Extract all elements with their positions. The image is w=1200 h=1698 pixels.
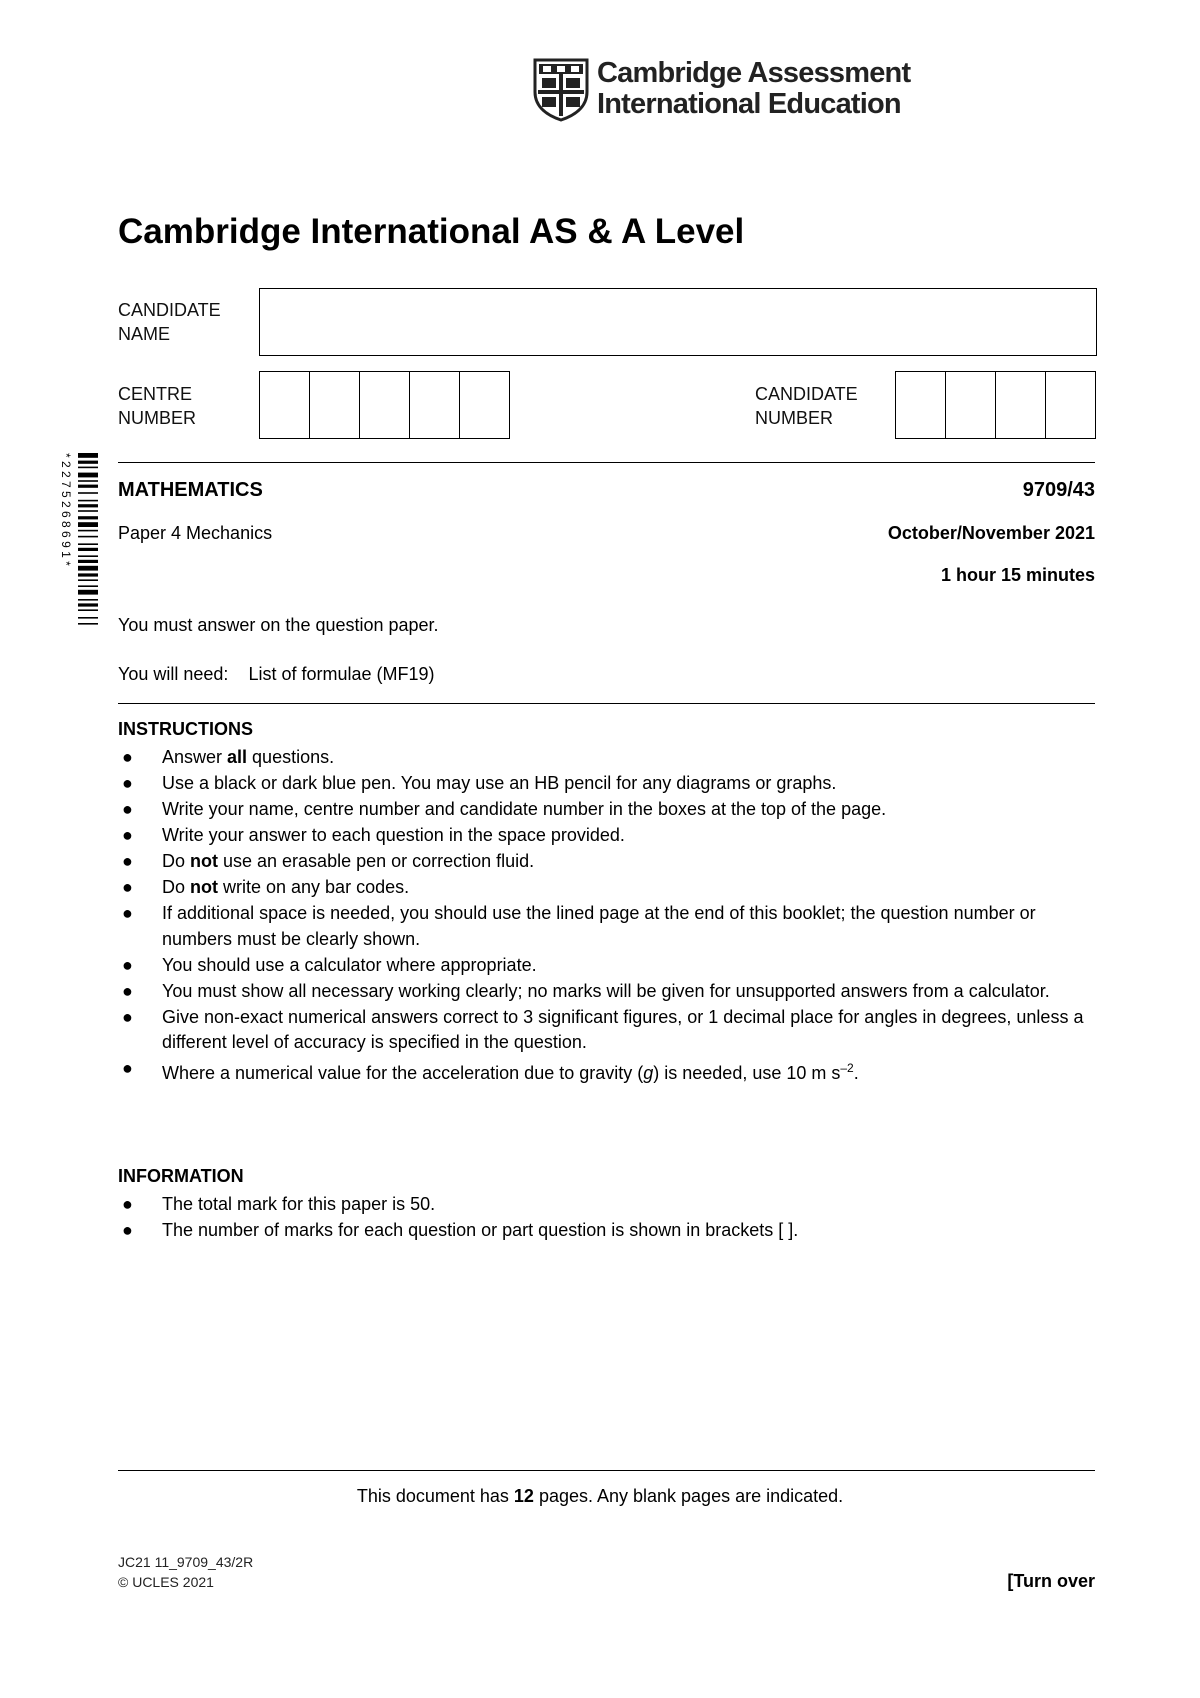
barcode-bar	[78, 516, 98, 519]
centre-number-label-line2: NUMBER	[118, 408, 197, 428]
list-item	[118, 901, 1098, 952]
centre-number-label-line1: CENTRE	[118, 384, 193, 404]
candidate-name-field[interactable]	[259, 288, 1097, 356]
barcode-bar	[78, 473, 98, 478]
bullet-icon: ●	[122, 1194, 133, 1214]
you-will-need-label: You will need:	[118, 664, 229, 684]
paper-name: Paper 4 Mechanics	[118, 523, 273, 543]
barcode-bar	[78, 566, 98, 571]
logo-line-2: International Education	[597, 88, 901, 120]
list-item	[118, 745, 1098, 771]
bullet-icon: ●	[122, 799, 133, 819]
candidate-number-box[interactable]	[996, 372, 1046, 438]
logo-text	[597, 58, 910, 120]
list-item	[118, 875, 1098, 901]
bullet-icon: ●	[122, 1058, 133, 1078]
centre-number-box[interactable]	[360, 372, 410, 438]
barcode-bar	[78, 579, 98, 581]
centre-number-label	[118, 382, 196, 430]
instruction-text: You must show all necessary working clearly; no marks will be given for unsupported answers from a calculator.	[162, 980, 1050, 1001]
cambridge-logo	[533, 58, 913, 122]
instruction-text: Do not write on any bar codes.	[162, 877, 410, 897]
list-item	[118, 1005, 1098, 1056]
information-text: The total mark for this paper is 50.	[162, 1194, 436, 1214]
centre-number-box[interactable]	[260, 372, 310, 438]
barcode-bar	[78, 461, 98, 464]
centre-number-box[interactable]	[460, 372, 510, 438]
instruction-text: You should use a calculator where appropriate.	[162, 954, 537, 975]
barcode-bar	[78, 623, 98, 625]
list-item	[118, 823, 1098, 849]
bullet-icon: ●	[122, 954, 133, 975]
divider	[118, 462, 1095, 463]
instructions-heading: INSTRUCTIONS	[118, 719, 253, 739]
barcode-bar	[78, 543, 98, 545]
list-item	[118, 797, 1098, 823]
list-item	[118, 1056, 1098, 1087]
instruction-text: Where a numerical value for the acceleration due to gravity (g) is needed, use 10 m $s^{-2}$.	[162, 1061, 859, 1083]
barcode-bar	[78, 609, 98, 611]
barcode-bar	[78, 480, 98, 482]
centre-number-box[interactable]	[310, 372, 360, 438]
bullet-icon: ●	[122, 903, 133, 923]
barcode-bar	[78, 500, 98, 502]
bullet-icon: ●	[122, 773, 133, 793]
list-item	[118, 1218, 1098, 1244]
barcode	[58, 453, 100, 683]
instruction-text: Do not use an erasable pen or correction fluid.	[162, 851, 535, 871]
barcode-bar	[78, 510, 98, 512]
instruction-text: Use a black or dark blue pen. You may use an HB pencil for any diagrams or graphs.	[162, 773, 837, 793]
turn-over: [Turn over	[1007, 1571, 1095, 1591]
candidate-number-box[interactable]	[1046, 372, 1096, 438]
bullet-icon: ●	[122, 980, 133, 1001]
you-will-need	[118, 664, 435, 685]
barcode-bar	[78, 555, 98, 557]
list-item	[118, 1192, 1098, 1218]
copyright: © UCLES 2021	[118, 1574, 214, 1590]
candidate-name-label-line2: NAME	[118, 324, 171, 344]
barcode-bar	[78, 548, 98, 551]
list-item	[118, 771, 1098, 797]
information-text: The number of marks for each question or part question is shown in brackets [ ].	[162, 1220, 799, 1240]
logo-line-1: Cambridge Assessment	[597, 57, 911, 89]
exam-session: October/November 2021	[887, 523, 1095, 543]
list-item	[118, 953, 1098, 979]
instruction-text: Give non-exact numerical answers correct to 3 significant figures, or 1 decimal place for angles in degrees, unless a different level of accuracy is specified in the question.	[162, 1006, 1084, 1052]
page-title: Cambridge International AS & A Level	[118, 212, 745, 251]
instruction-text: Answer all questions.	[162, 747, 335, 767]
barcode-bar	[78, 573, 98, 576]
barcode-bar	[78, 599, 98, 601]
bullet-icon: ●	[122, 877, 133, 897]
cambridge-shield-icon	[533, 58, 589, 122]
reference-code: JC21 11_9709_43/2R	[118, 1554, 254, 1570]
instructions-list	[118, 745, 1098, 1087]
barcode-bar	[78, 560, 98, 563]
barcode-bar	[78, 590, 98, 595]
instruction-text: Write your name, centre number and candidate number in the boxes at the top of the page.	[162, 799, 887, 819]
information-list	[118, 1192, 1098, 1244]
candidate-number-label-line1: CANDIDATE	[755, 384, 858, 404]
divider	[118, 703, 1095, 704]
candidate-number-box[interactable]	[946, 372, 996, 438]
must-answer-note: You must answer on the question paper.	[118, 615, 439, 635]
list-item	[118, 979, 1098, 1005]
candidate-name-label	[118, 298, 221, 346]
bullet-icon: ●	[122, 747, 133, 767]
candidate-number-label-line2: NUMBER	[755, 408, 834, 428]
instruction-text: Write your answer to each question in the space provided.	[162, 825, 625, 845]
barcode-digits: * 2 2 7 5 2 6 8 6 9 1 *	[59, 453, 73, 566]
barcode-bar	[78, 603, 98, 606]
barcode-bar	[78, 536, 98, 538]
barcode-bar	[78, 585, 98, 587]
barcode-bar	[78, 530, 98, 532]
candidate-number-box[interactable]	[896, 372, 946, 438]
paper-code: 9709/43	[1022, 479, 1095, 501]
barcode-bar	[78, 467, 98, 469]
bullet-icon: ●	[122, 851, 133, 871]
bullet-icon: ●	[122, 1220, 133, 1240]
barcode-bar	[78, 485, 98, 488]
document-page-note: This document has 12 pages. Any blank pages are indicated.	[356, 1486, 844, 1506]
divider	[118, 1470, 1095, 1471]
document-reference	[118, 1552, 253, 1592]
candidate-number-boxes[interactable]	[895, 371, 1096, 439]
barcode-bar	[78, 522, 98, 527]
information-heading: INFORMATION	[118, 1166, 244, 1186]
barcode-bar	[78, 617, 98, 619]
bullet-icon: ●	[122, 825, 133, 845]
candidate-number-label	[755, 382, 858, 430]
centre-number-box[interactable]	[410, 372, 460, 438]
barcode-bar	[78, 504, 98, 507]
bullet-icon: ●	[122, 1006, 133, 1027]
barcode-bar	[78, 453, 98, 458]
list-item	[118, 849, 1098, 875]
centre-number-boxes[interactable]	[259, 371, 510, 439]
instruction-text: If additional space is needed, you should use the lined page at the end of this booklet; the question number or numbers must be clearly shown.	[162, 903, 1036, 949]
exam-duration: 1 hour 15 minutes	[940, 565, 1095, 585]
candidate-name-label-line1: CANDIDATE	[118, 300, 221, 320]
you-will-need-value: List of formulae (MF19)	[248, 664, 435, 684]
subject: MATHEMATICS	[118, 479, 263, 501]
barcode-bar	[78, 492, 98, 494]
